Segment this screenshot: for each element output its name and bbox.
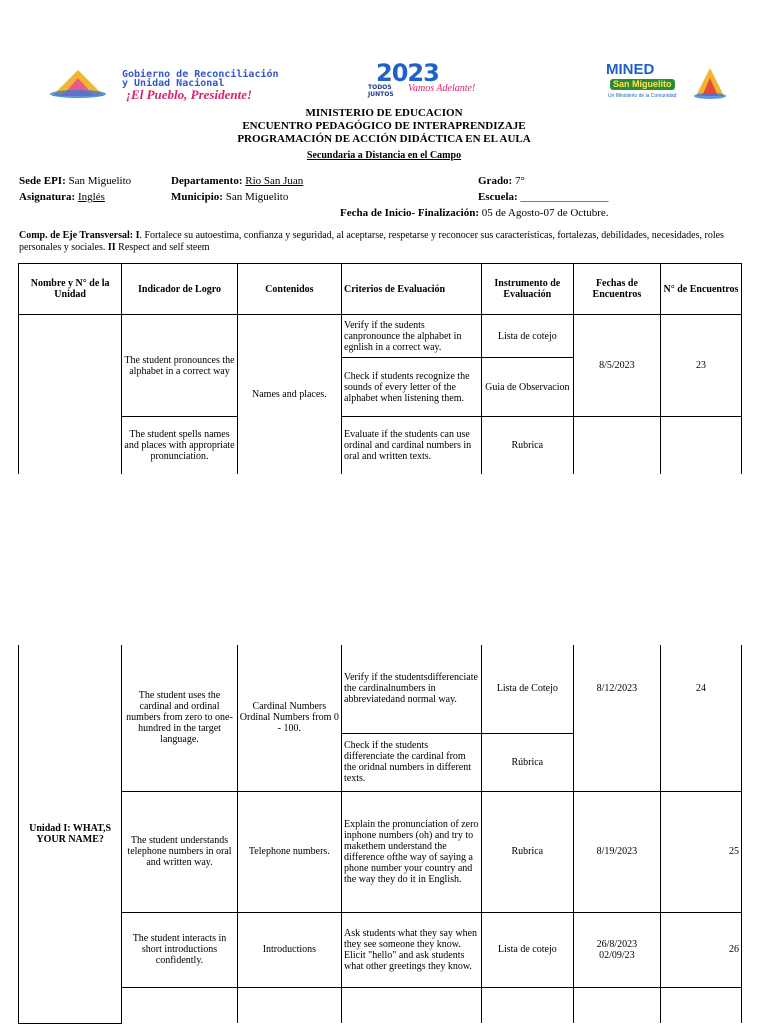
government-name-line1: Gobierno de Reconciliación [122,69,279,80]
contenido-cell: Telephone numbers. [237,791,341,912]
fecha-label: Fecha de Inicio- Finalización: [340,207,480,219]
asignatura-field [19,191,105,204]
numero-cell: 23 [660,315,741,417]
indicador-cell: The student understands telephone numbers in oral and written way. [122,791,237,912]
sede-label: Sede EPI: [19,175,66,187]
eje-label: Comp. de Eje Transversal: [19,230,134,241]
escuela-value: ________________ [520,191,609,203]
grado-label: Grado: [478,175,513,187]
mined-subtitle: San Miguelito [610,79,675,90]
instrumento-cell: Rúbrica [481,733,573,791]
fecha-field [340,207,609,220]
municipio-label: Municipio: [171,191,223,203]
eje-roman-one: I [135,230,140,241]
table-row [19,645,742,733]
fecha-cell-empty [573,417,660,474]
sede-field [19,175,131,188]
mined-title: MINED [606,61,655,78]
header-ministry: MINISTERIO DE EDUCACION [305,107,463,119]
table-row [19,987,742,1023]
year-2023-text: 2023 [376,59,439,87]
table-row [19,417,742,474]
eje-transversal [19,230,749,254]
header-unidad: Nombre y N° de la Unidad [19,264,122,315]
fecha-value: 05 de Agosto-07 de Octubre. [481,207,609,219]
instrumento-cell: Lista de cotejo [481,912,573,987]
header-numero: N° de Encuentros [660,264,741,315]
departamento-field [171,175,303,188]
numero-cell-empty [660,987,741,1023]
fecha-cell-empty [573,987,660,1023]
planning-table-page1 [18,263,742,474]
escuela-label: Escuela: [478,191,518,203]
indicador-cell: The student uses the cardinal and ordinal numbers from zero to one-hundred in the target language. [122,645,237,791]
fecha-cell: 8/12/2023 [573,645,660,791]
header-criterios: Criterios de Evaluación [342,264,482,315]
eje-roman-two: II [107,242,116,253]
criterio-cell: Check if students recognize the sounds of every letter of the alphabet when listening them. [342,358,482,417]
government-name-line2: y Unidad Nacional [122,78,225,89]
fecha-line2: 02/09/23 [599,949,635,961]
criterio-cell-empty [342,987,482,1023]
header-indicador: Indicador de Logro [122,264,237,315]
mined-tagline: Un Ministerio de la Comunidad [608,93,677,99]
numero-cell: 26 [660,912,741,987]
table-row [19,315,742,358]
header-contenidos: Contenidos [237,264,341,315]
unidad-cell-empty [19,315,122,474]
mined-emblem-icon [692,64,728,102]
departamento-label: Departamento: [171,175,243,187]
table-row [19,791,742,912]
page-one [0,0,768,480]
header-programacion: PROGRAMACIÓN DE ACCIÓN DIDÁCTICA EN EL AULA [237,133,531,145]
instrumento-cell-empty [481,987,573,1023]
criterio-cell: Ask students what they say when they see someone they know. Elicit "hello" and ask students what other greetings they know. [342,912,482,987]
departamento-value: Rio San Juan [245,175,304,187]
table-header-row [19,264,742,315]
numero-cell: 25 [660,791,741,912]
indicador-cell: The student spells names and places with appropriate pronunciation. [122,417,237,474]
fecha-cell [573,912,660,987]
sede-value: San Miguelito [68,175,132,187]
mined-logo [604,62,732,104]
indicador-cell: The student pronounces the alphabet in a correct way [122,315,237,417]
contenido-cell: Cardinal Numbers Ordinal Numbers from 0 - 100. [237,645,341,791]
criterio-cell: Explain the pronunciation of zero inphone numbers (oh) and try to makethem understand the difference ofthe way of saying a phone number your country and the way they do it in English. [342,791,482,912]
numero-cell-empty [660,417,741,474]
asignatura-label: Asignatura: [19,191,76,203]
instrumento-cell: Guia de Observacion [481,358,573,417]
fecha-cell: 8/5/2023 [573,315,660,417]
grado-value: 7° [514,175,525,187]
criterio-cell: Check if the students differenciate the cardinal from the oridnal numbers in different texts. [342,733,482,791]
table-row [19,912,742,987]
year-slogan-left: TODOS JUNTOS [368,84,394,98]
contenido-cell: Introductions [237,912,341,987]
eje-text-two: necesidades, roles personales y sociales. [19,230,724,253]
escuela-field [478,191,608,204]
year-2023-logo [368,59,476,102]
fecha-cell: 8/19/2023 [573,791,660,912]
header-encuentro: ENCUENTRO PEDAGÓGICO DE INTERAPRENDIZAJE [242,120,526,132]
criterio-cell: Verify if the studentsdifferenciate the cardinalnumbers in abbreviatedand normal way. [342,645,482,733]
municipio-value: San Miguelito [225,191,289,203]
numero-cell: 24 [660,645,741,791]
instrumento-cell: Lista de Cotejo [481,645,573,733]
criterio-cell: Verify if the sudents canpronounce the alphabet in egnlish in a correct way. [342,315,482,358]
grado-field [478,175,525,188]
instrumento-cell: Rubrica [481,791,573,912]
indicador-cell: The student interacts in short introductions confidently. [122,912,237,987]
government-logo [48,66,338,104]
instrumento-cell: Lista de cotejo [481,315,573,358]
government-slogan: ¡El Pueblo, Presidente! [126,87,253,102]
planning-table-page2 [18,645,742,1024]
asignatura-value: Inglés [77,191,105,203]
fecha-line1: 26/8/2023 [596,938,638,950]
instrumento-cell: Rubrica [481,417,573,474]
header-instrumento: Instrumento de Evaluación [481,264,573,315]
contenido-cell: Names and places. [237,315,341,474]
indicador-cell-empty [122,987,237,1023]
eje-text-one: . Fortalece su autoestima, confianza y seguridad, al aceptarse, respetarse y reconocer sus características, fortalezas, debilidades, [139,230,650,241]
contenido-cell-empty [237,987,341,1023]
page-two [0,645,768,1024]
header-secundaria: Secundaria a Distancia en el Campo [306,150,462,161]
year-slogan-right: Vamos Adelante! [408,83,476,94]
eje-text-three: Respect and self steem [118,242,210,253]
municipio-field [171,191,288,204]
header-fechas: Fechas de Encuentros [573,264,660,315]
unidad-cell: Unidad I: WHAT,S YOUR NAME? [19,645,122,1023]
criterio-cell: Evaluate if the students can use ordinal and cardinal numbers in oral and written texts. [342,417,482,474]
